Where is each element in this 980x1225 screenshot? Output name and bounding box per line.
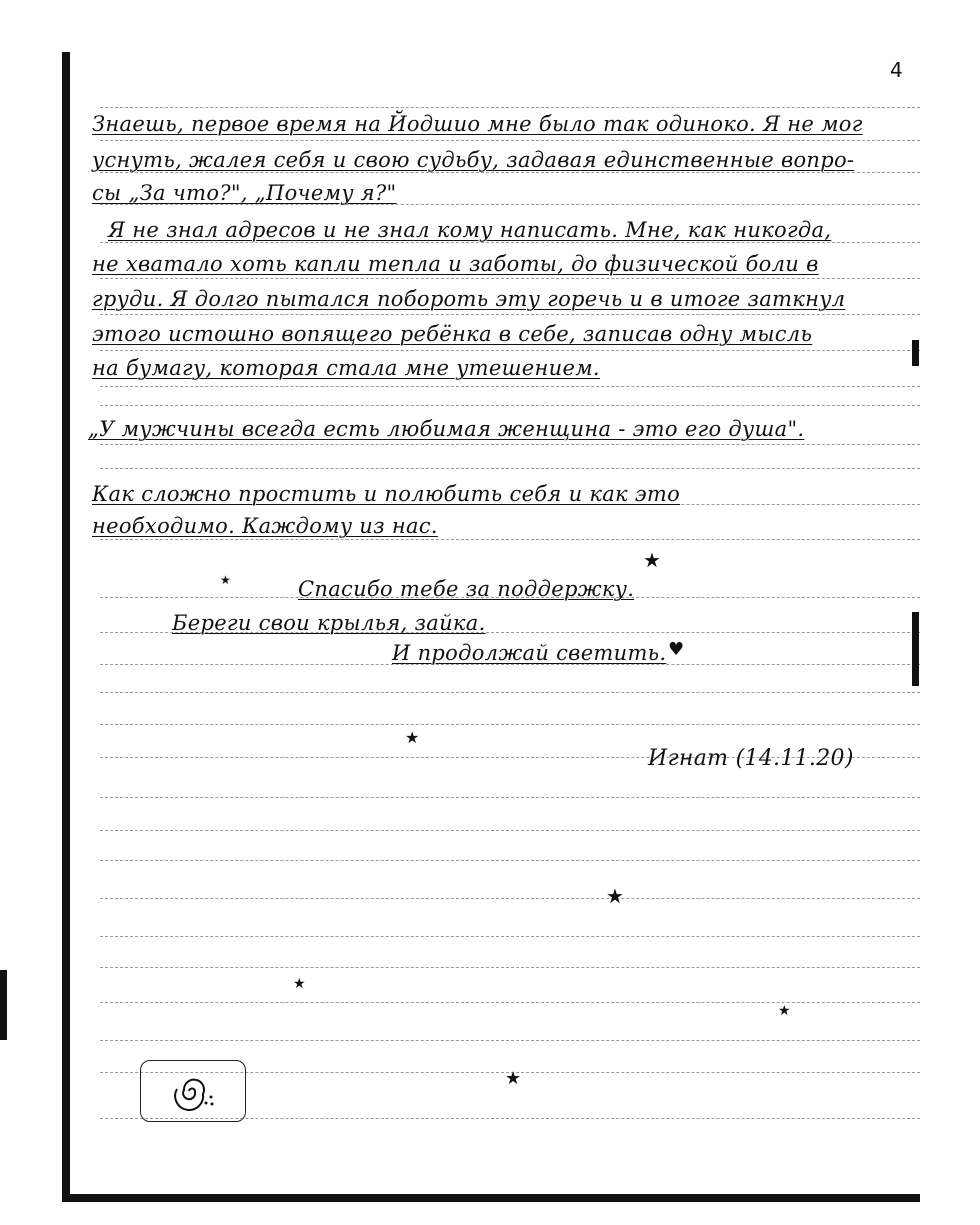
closing-line: И продолжай светить.	[392, 641, 667, 665]
ruled-line	[100, 140, 920, 141]
closing-line: Береги свои крылья, зайка.	[172, 611, 486, 635]
star-icon: ★	[220, 573, 231, 587]
ruled-line	[100, 724, 920, 725]
ruled-line	[100, 898, 920, 899]
ruled-line	[100, 830, 920, 831]
scan-edge-mark	[912, 340, 919, 366]
letter-line: этого истошно вопящего ребёнка в себе, записав одну мысль	[92, 322, 813, 346]
letter-line: груди. Я долго пытался побороть эту горечь и в итоге заткнул	[92, 287, 846, 311]
ruled-line	[100, 967, 920, 968]
ruled-line	[100, 278, 920, 279]
star-icon: ★	[606, 884, 624, 908]
star-icon: ★	[405, 728, 420, 747]
ruled-line	[100, 936, 920, 937]
scan-edge-mark	[0, 970, 7, 1040]
spiral-icon	[141, 1061, 247, 1123]
letter-line: не хватало хоть капли тепла и заботы, до физической боли в	[92, 252, 819, 276]
ruled-line	[100, 350, 920, 351]
star-icon: ★	[643, 548, 661, 572]
closing-line: Спасибо тебе за поддержку.	[298, 577, 635, 601]
letter-line: сы „За что?", „Почему я?"	[92, 181, 397, 205]
quote-line: „У мужчины всегда есть любимая женщина - это его душа".	[88, 417, 805, 441]
letter-line: уснуть, жалея себя и свою судьбу, задавая единственные вопро-	[92, 148, 855, 172]
scan-edge-mark	[912, 612, 919, 686]
letter-line: Я не знал адресов и не знал кому написать. Мне, как никогда,	[108, 218, 832, 242]
letter-line: необходимо. Каждому из нас.	[92, 514, 438, 538]
ruled-line	[100, 692, 920, 693]
star-icon: ★	[505, 1068, 522, 1089]
ruled-line	[100, 386, 920, 387]
star-icon: ★	[778, 1003, 791, 1019]
ruled-line	[100, 242, 920, 243]
ruled-line	[100, 405, 920, 406]
ruled-line	[100, 107, 920, 108]
ruled-line	[100, 797, 920, 798]
ruled-line	[100, 539, 920, 540]
letter-line: Знаешь, первое время на Йодшио мне было так одиноко. Я не мог	[92, 112, 863, 136]
ruled-line	[100, 468, 920, 469]
ruled-line	[100, 1040, 920, 1041]
signature: Игнат (14.11.20)	[648, 746, 854, 771]
star-icon: ★	[293, 976, 306, 992]
letter-line: на бумагу, которая стала мне утешением.	[92, 356, 600, 380]
ruled-line	[100, 172, 920, 173]
page-number: 4	[890, 58, 903, 82]
ruled-line	[100, 860, 920, 861]
letter-line: Как сложно простить и полюбить себя и как это	[92, 482, 681, 506]
heart-icon: ♥	[668, 639, 685, 660]
ruled-line	[100, 444, 920, 445]
spiral-doodle	[140, 1060, 246, 1122]
ruled-line	[100, 314, 920, 315]
ruled-line	[100, 1002, 920, 1003]
